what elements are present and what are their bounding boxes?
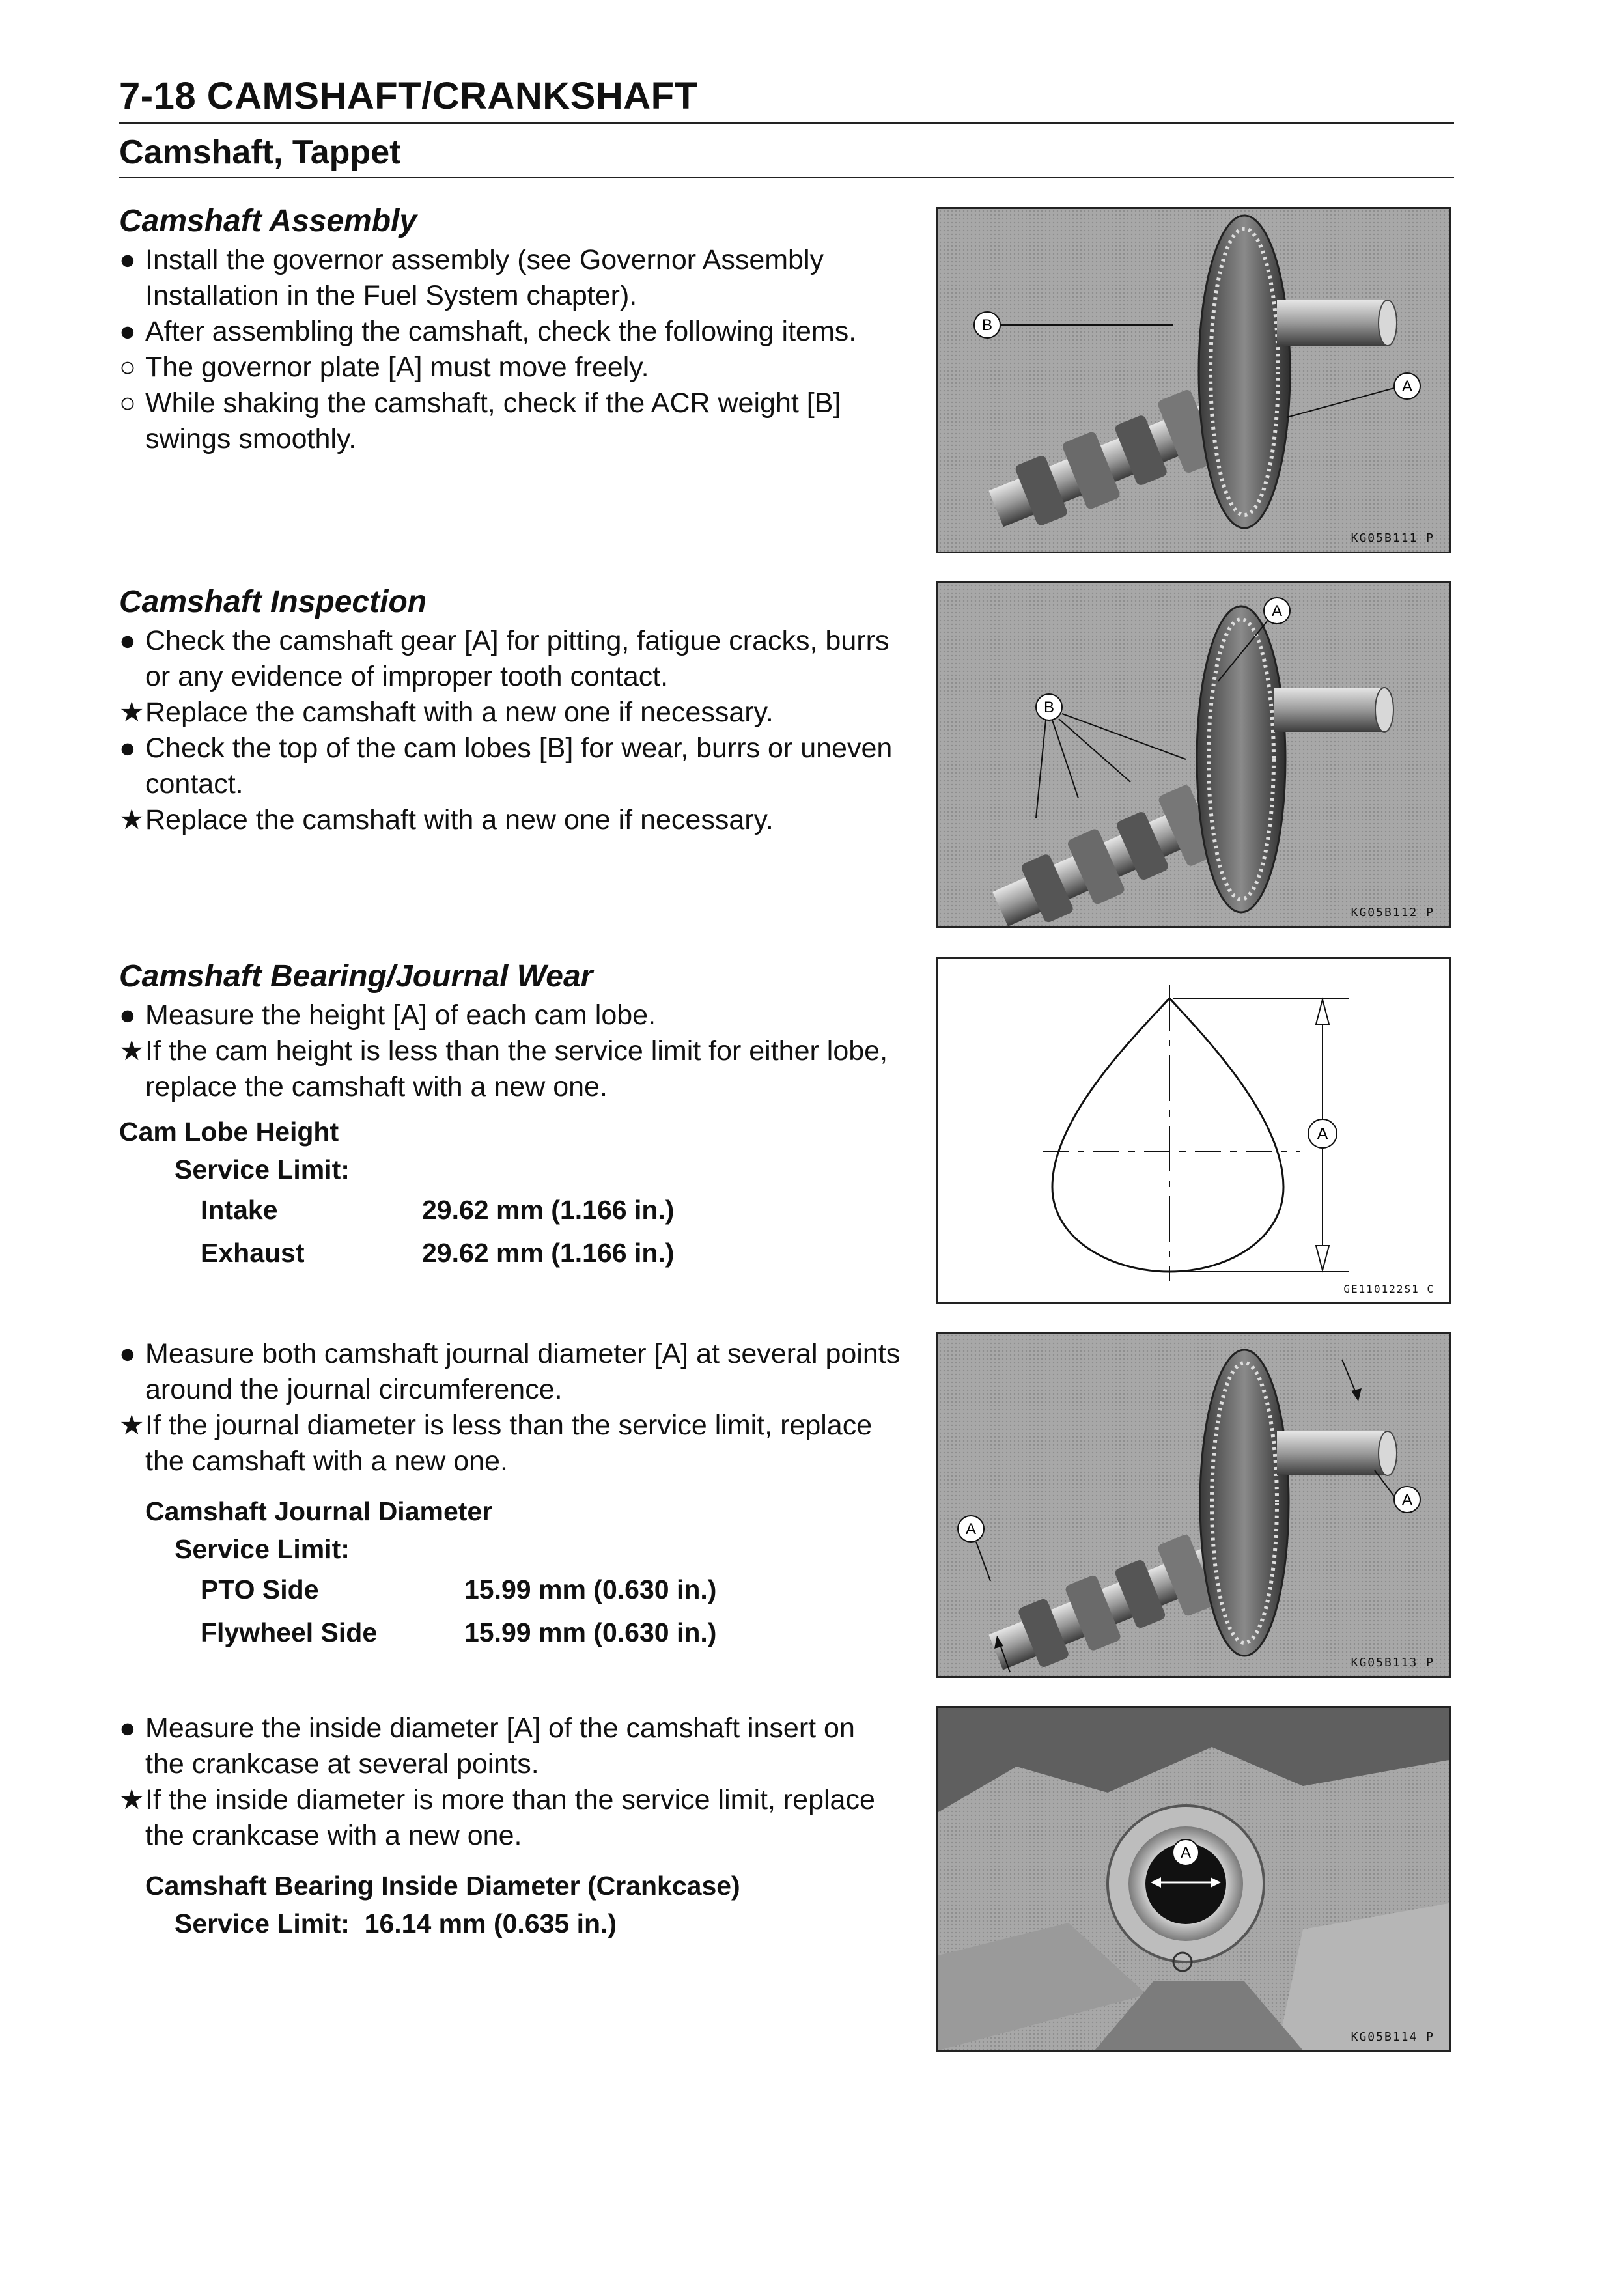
spec-title: Cam Lobe Height [119,1117,339,1147]
list-item: ★ If the cam height is less than the service limit for either lobe, replace the camshaft with a new one. [119,1033,901,1105]
callout-label: A [1401,378,1413,395]
arrow-up-icon [1316,999,1329,1024]
bullet-icon: ● [119,1712,136,1744]
callout-label: A [1317,1124,1328,1143]
cam-lobe-drawing [938,959,1449,1302]
list-item: ● Measure the height [A] of each cam lobe. [119,998,901,1033]
spec-row: Flywheel Side 15.99 mm (0.630 in.) [201,1617,717,1647]
circle-bullet-icon: ○ [119,387,136,419]
chapter-title: 7-18 CAMSHAFT/CRANKSHAFT [119,75,698,117]
camshaft-photo-illustration [938,209,1449,552]
bullet-icon: ● [119,733,136,764]
circle-bullet-icon: ○ [119,352,136,383]
page-header [119,70,1454,178]
camshaft-photo-illustration [938,1334,1449,1676]
figure-code: KG05B112 P [1351,906,1435,919]
crankcase-photo-illustration [938,1708,1449,2050]
callout-label: A [1180,1844,1192,1862]
bearing-section [119,957,901,1274]
bullet-icon: ● [119,316,136,347]
callout-label: A [1401,1491,1413,1509]
figure-code: KG05B113 P [1351,1656,1435,1670]
insert-section [119,1711,901,1942]
list-item: ● Check the camshaft gear [A] for pitting, fatigue cracks, burrs or any evidence of improper tooth contact. [119,623,901,695]
list-item: ○ The governor plate [A] must move freely. [119,350,901,385]
bullet-icon: ● [119,625,136,656]
cam-lobe-outline [1052,998,1283,1272]
spec-row: Exhaust 29.62 mm (1.166 in.) [201,1238,675,1268]
spec-title: Camshaft Journal Diameter [145,1496,493,1526]
camshaft-inspection-photo [936,581,1451,928]
camshaft-photo-illustration [938,583,1449,926]
spec-limit-label: Service Limit: [175,1534,350,1564]
list-item: ● Install the governor assembly (see Governor Assembly Installation in the Fuel System chapter). [119,242,901,314]
list-item: ○ While shaking the camshaft, check if the ACR weight [B] swings smoothly. [119,385,901,457]
spec-limit-line: Service Limit: 16.14 mm (0.635 in.) [175,1908,617,1938]
list-item: ● Check the top of the cam lobes [B] for wear, burrs or uneven contact. [119,731,901,802]
assembly-title: Camshaft Assembly [119,204,417,238]
star-icon: ★ [119,804,145,835]
figure-code: KG05B114 P [1351,2030,1435,2044]
list-item: ★ Replace the camshaft with a new one if necessary. [119,695,901,731]
inspection-title: Camshaft Inspection [119,585,427,619]
callout-label: B [981,316,993,334]
bearing-title: Camshaft Bearing/Journal Wear [119,959,593,994]
list-item: ● After assembling the camshaft, check the following items. [119,314,901,350]
star-icon: ★ [119,697,145,728]
crankcase-photo [936,1706,1451,2052]
figure-code: KG05B111 P [1351,531,1435,545]
list-item: ★ If the inside diameter is more than the service limit, replace the crankcase with a new one. [119,1782,901,1854]
star-icon: ★ [119,1784,145,1815]
section-title: Camshaft, Tappet [119,133,401,171]
journal-photo [936,1332,1451,1678]
callout-label: A [1271,602,1283,620]
inspection-section [119,583,901,838]
spec-title: Camshaft Bearing Inside Diameter (Crankcase) [145,1871,740,1901]
list-item: ● Measure the inside diameter [A] of the camshaft insert on the crankcase at several points. [119,1711,901,1782]
list-item: ● Measure both camshaft journal diameter [A] at several points around the journal circumference. [119,1336,901,1408]
star-icon: ★ [119,1035,145,1067]
star-icon: ★ [119,1410,145,1441]
spec-limit-label: Service Limit: [175,1154,350,1184]
figure-code: GE110122S1 C [1343,1283,1435,1295]
section-rule [119,177,1454,178]
callout-label: B [1043,699,1055,716]
bullet-icon: ● [119,244,136,275]
callout-label: A [965,1520,977,1538]
arrow-down-icon [1316,1246,1329,1270]
bullet-icon: ● [119,1338,136,1369]
assembly-section [119,202,901,457]
list-item: ★ Replace the camshaft with a new one if necessary. [119,802,901,838]
camshaft-assembly-photo [936,207,1451,553]
cam-lobe-diagram [936,957,1451,1304]
spec-row: Intake 29.62 mm (1.166 in.) [201,1195,675,1225]
list-item: ★ If the journal diameter is less than the service limit, replace the camshaft with a new one. [119,1408,901,1479]
journal-section [119,1336,901,1654]
spec-row: PTO Side 15.99 mm (0.630 in.) [201,1574,717,1604]
bullet-icon: ● [119,999,136,1031]
